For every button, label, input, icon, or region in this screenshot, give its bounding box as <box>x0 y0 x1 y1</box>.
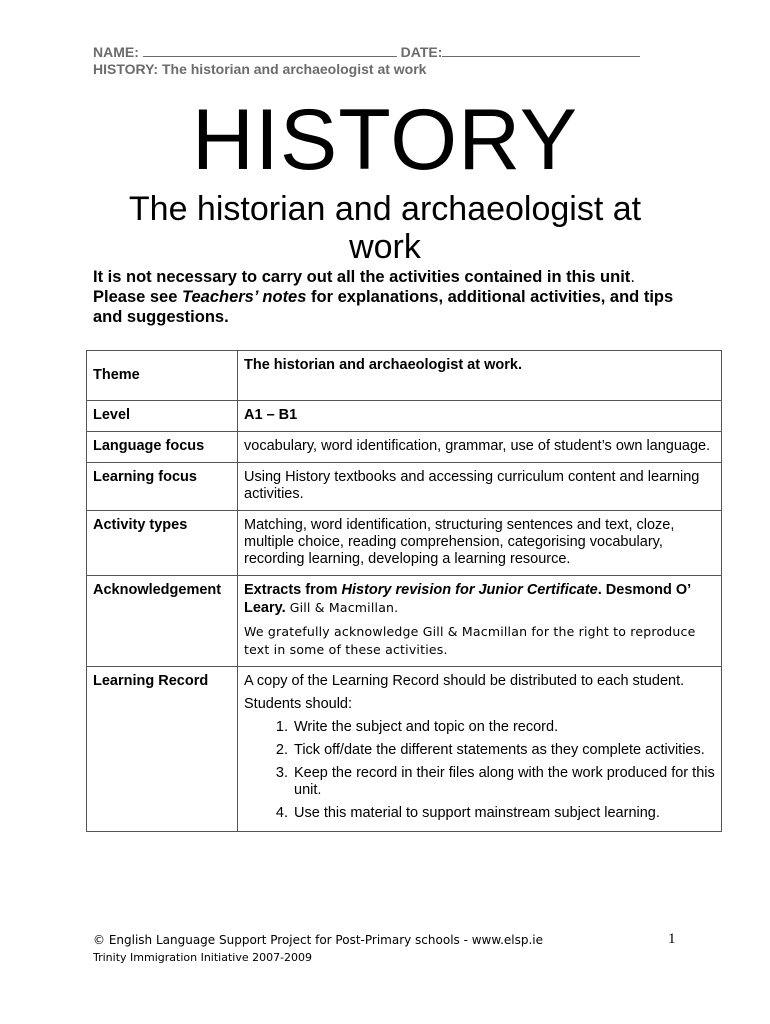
ack-prefix: Extracts from <box>244 582 342 598</box>
intro-text <box>93 267 693 327</box>
name-blank[interactable] <box>143 43 397 57</box>
record-value <box>238 667 722 832</box>
list-item: 1. Write the subject and topic on the record. <box>292 719 715 736</box>
ack-label: Acknowledgement <box>87 576 238 667</box>
learning-label: Learning focus <box>87 463 238 511</box>
page-subtitle: The historian and archaeologist at work <box>128 190 642 266</box>
language-label: Language focus <box>87 432 238 463</box>
ack-author: . Desmond O’ Leary. <box>244 582 691 616</box>
page-title: HISTORY <box>191 92 579 188</box>
table-row-level <box>87 401 722 432</box>
name-date-line <box>93 43 640 60</box>
activity-label: Activity types <box>87 511 238 576</box>
table-row-record <box>87 667 722 832</box>
intro-period: . <box>630 268 635 286</box>
intro-line1: It is not necessary to carry out all the activities contained in this unit <box>93 268 631 286</box>
header-subtitle: HISTORY: The historian and archaeologist at work <box>93 61 427 77</box>
intro-line2-end: for explanations, additional activities, and tips and suggestions. <box>93 288 674 326</box>
ack-publisher: Gill & Macmillan. <box>289 600 399 615</box>
learning-value: Using History textbooks and accessing curriculum content and learning activities. <box>238 463 722 511</box>
level-label: Level <box>87 401 238 432</box>
footer-copyright: © English Language Support Project for Post-Primary schools - www.elsp.ie <box>93 933 544 947</box>
ack-value <box>238 576 722 667</box>
table-row-theme <box>87 351 722 401</box>
intro-line2-start: Please see <box>93 288 182 306</box>
footer-initiative: Trinity Immigration Initiative 2007-2009 <box>93 951 313 964</box>
table-row-language <box>87 432 722 463</box>
record-label: Learning Record <box>87 667 238 832</box>
table-row-learning <box>87 463 722 511</box>
name-label: NAME: <box>93 44 139 60</box>
date-label: DATE: <box>400 44 443 60</box>
list-item: 3. Keep the record in their files along with the work produced for this unit. <box>292 765 715 799</box>
language-value: vocabulary, word identification, grammar, use of student’s own language. <box>238 432 722 463</box>
table-row-acknowledgement <box>87 576 722 667</box>
record-list <box>244 719 715 822</box>
unit-info-table <box>86 350 722 832</box>
level-value: A1 – B1 <box>238 401 722 432</box>
theme-value: The historian and archaeologist at work. <box>238 351 722 401</box>
list-item: 4. Use this material to support mainstream subject learning. <box>292 805 715 822</box>
list-item: 2. Tick off/date the different statements as they complete activities. <box>292 742 715 759</box>
theme-label: Theme <box>87 351 238 401</box>
teachers-notes-ref: Teachers’ notes <box>182 288 307 306</box>
ack-note: We gratefully acknowledge Gill & Macmillan for the right to reproduce text in some of these activities. <box>244 624 696 657</box>
date-blank[interactable] <box>442 43 640 57</box>
record-intro: A copy of the Learning Record should be distributed to each student. <box>244 673 685 689</box>
table-row-activity <box>87 511 722 576</box>
activity-value: Matching, word identification, structuring sentences and text, cloze, multiple choice, reading comprehension, categorising vocabulary, recording learning, developing a learning resource. <box>238 511 722 576</box>
page-number: 1 <box>668 931 676 947</box>
ack-book-title: History revision for Junior Certificate <box>341 582 598 598</box>
record-should: Students should: <box>244 696 353 712</box>
